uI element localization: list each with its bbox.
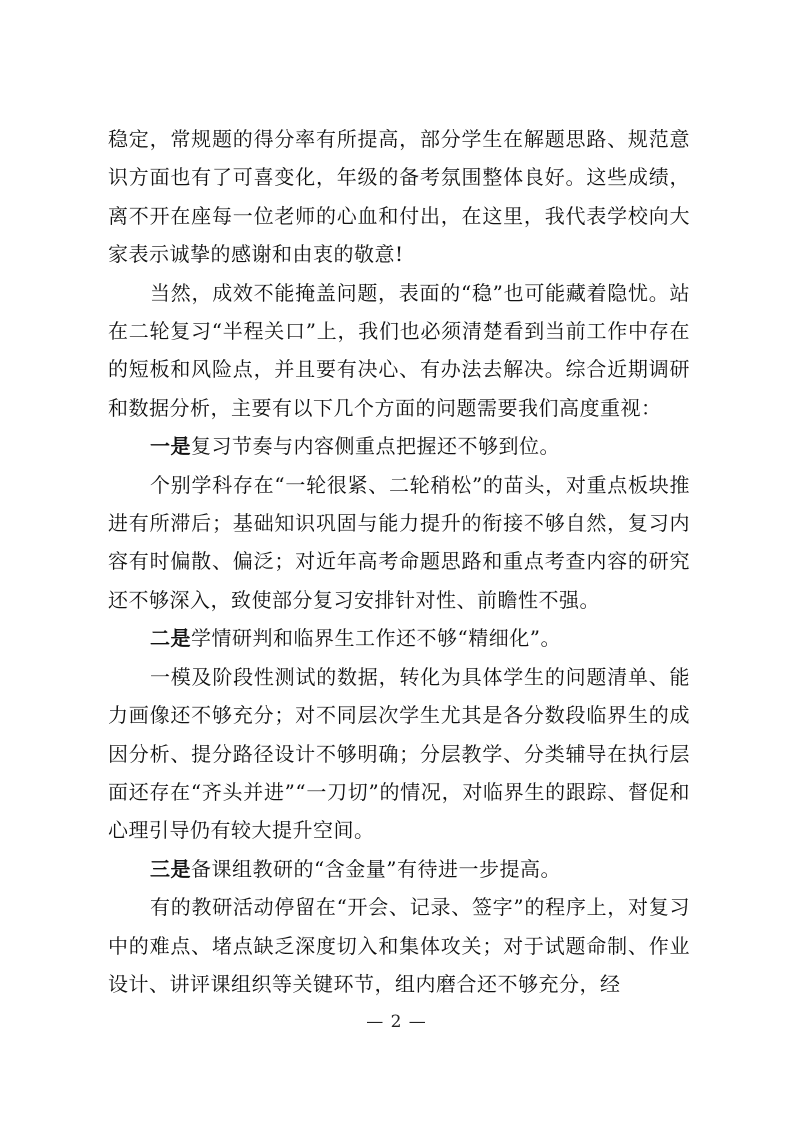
issue-heading-2-text: 学情研判和临界生工作还不够“精细化”。 <box>191 626 561 651</box>
issue-body-2: 一模及阶段性测试的数据，转化为具体学生的问题清单、能力画像还不够充分；对不同层次学生尤其是各分数段临界生的成因分析、提分路径设计不够明确；分层教学、分类辅导在执行层面还存在“齐头并进”“一刀切”的情况，对临界生的跟踪、督促和心理引导仍有较大提升空间。 <box>108 664 690 843</box>
issue-heading-2 <box>108 619 690 657</box>
issue-body-3: 有的教研活动停留在“开会、记录、签字”的程序上，对复习中的难点、堵点缺乏深度切入和集体攻关；对于试题命制、作业设计、讲评课组织等关键环节，组内磨合还不够充分，经 <box>108 895 690 996</box>
issue-heading-1-text: 复习节奏与内容侧重点把握还不够到位。 <box>191 434 560 459</box>
paragraph-continuation: 稳定，常规题的得分率有所提高，部分学生在解题思路、规范意识方面也有了可喜变化，年级的备考氛围整体良好。这些成绩，离不开在座每一位老师的心血和付出，在这里，我代表学校向大家表示诚挚的感谢和由衷的敬意! <box>108 127 690 267</box>
page-number: — 2 — <box>366 1012 427 1032</box>
issue-heading-1 <box>108 427 690 465</box>
issue-heading-1-lead: 一是 <box>150 434 191 459</box>
issue-heading-2-lead: 二是 <box>150 626 191 651</box>
issue-heading-3-text: 备课组教研的“含金量”有待进一步提高。 <box>191 856 561 881</box>
paragraph-concerns: 当然，成效不能掩盖问题，表面的“稳”也可能藏着隐忧。站在二轮复习“半程关口”上，我们也必须清楚看到当前工作中存在的短板和风险点，并且要有决心、有办法去解决。综合近期调研和数据分析，主要有以下几个方面的问题需要我们高度重视： <box>108 280 690 420</box>
issue-heading-3-lead: 三是 <box>150 856 191 881</box>
body-text <box>108 120 690 1003</box>
issue-body-1: 个别学科存在“一轮很紧、二轮稍松”的苗头，对重点板块推进有所滞后；基础知识巩固与能力提升的衔接不够自然，复习内容有时偏散、偏泛；对近年高考命题思路和重点考查内容的研究还不够深入，致使部分复习安排针对性、前瞻性不强。 <box>108 472 690 612</box>
issue-heading-3 <box>108 850 690 888</box>
